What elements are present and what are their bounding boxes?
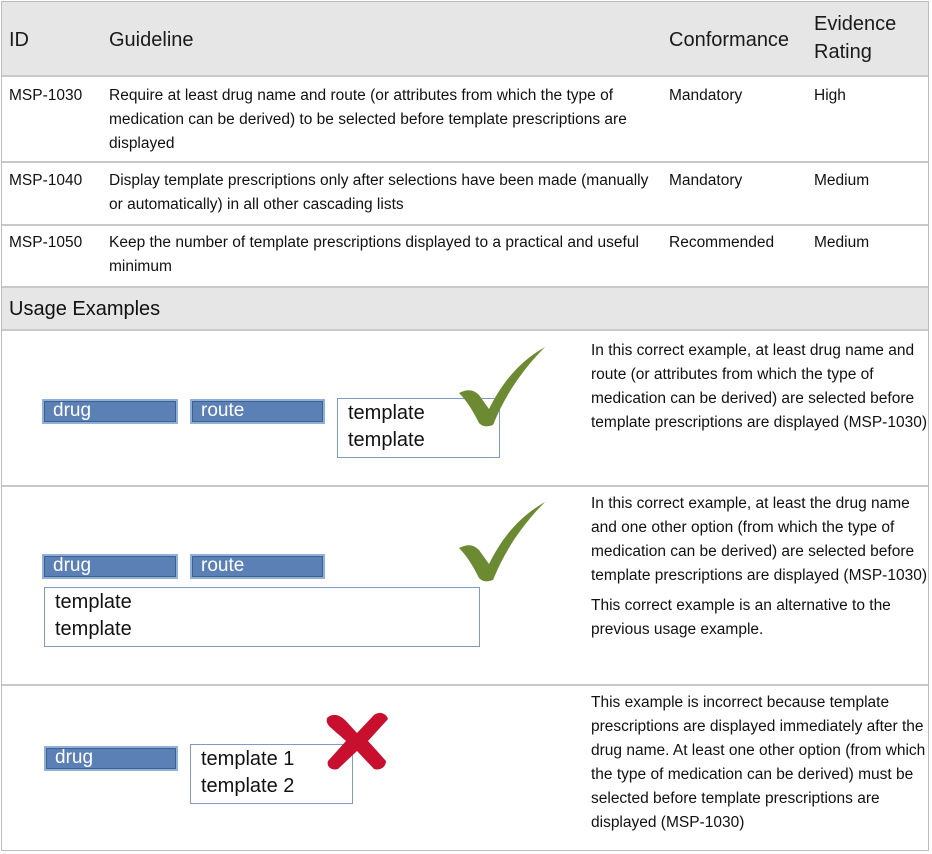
route-field: route — [190, 399, 325, 424]
table-row — [2, 77, 928, 163]
header-guideline: Guideline — [109, 29, 194, 51]
list-item: template 2 — [201, 775, 295, 797]
list-item: template — [348, 402, 425, 424]
table-row — [2, 163, 928, 226]
guideline-table — [1, 1, 929, 851]
row-id: MSP-1050 — [9, 234, 83, 251]
row-id: MSP-1040 — [9, 172, 83, 189]
table-header — [2, 2, 928, 77]
cross-icon — [324, 711, 390, 771]
row-conformance: Mandatory — [669, 172, 743, 189]
list-item: template — [55, 591, 132, 613]
drug-field: drug — [42, 399, 178, 424]
row-guideline: Require at least drug name and route (or attributes from which the type of medication can be derived) to be selected before template prescriptions are displayed — [109, 87, 627, 152]
template-list — [44, 587, 480, 647]
route-field: route — [190, 554, 325, 579]
header-conformance: Conformance — [669, 29, 790, 51]
row-evidence: Medium — [814, 234, 870, 251]
header-id: ID — [9, 29, 29, 51]
example-description — [591, 339, 927, 435]
usage-example — [2, 686, 928, 850]
drug-field: drug — [44, 746, 178, 771]
list-item: template 1 — [201, 748, 295, 770]
usage-examples-title: Usage Examples — [9, 298, 161, 320]
row-conformance: Recommended — [669, 234, 775, 251]
list-item: template — [55, 618, 132, 640]
row-guideline: Display template prescriptions only after selections have been made (manually or automatically) in all other cascading lists — [109, 172, 649, 213]
usage-example — [2, 331, 928, 487]
table-row — [2, 226, 928, 288]
row-guideline: Keep the number of template prescriptions displayed to a practical and useful minimum — [109, 234, 639, 275]
check-icon — [457, 345, 547, 429]
row-id: MSP-1030 — [9, 87, 83, 104]
example-paragraph: In this correct example, at least the drug name and one other option (from which the type of medication can be derived) are selected before template prescriptions are displayed (MSP-1030) — [591, 495, 927, 584]
example-paragraph: This correct example is an alternative to the previous usage example. — [591, 597, 891, 638]
row-conformance: Mandatory — [669, 87, 743, 104]
header-evidence-line1: Evidence — [814, 13, 897, 35]
usage-example — [2, 487, 928, 686]
example-description — [591, 691, 927, 835]
check-icon — [457, 500, 547, 584]
example-description — [591, 492, 927, 642]
row-evidence: Medium — [814, 172, 870, 189]
usage-examples-header — [2, 288, 928, 331]
list-item: template — [348, 429, 425, 451]
header-evidence-line2: Rating — [814, 41, 872, 63]
example-paragraph: This example is incorrect because template prescriptions are displayed immediately after the drug name. At least one other option (from which the type of medication can be derived) must be selected before template prescriptions are displayed (MSP-1030) — [591, 694, 926, 831]
example-paragraph: In this correct example, at least drug name and route (or attributes from which the type of medication can be derived) are selected before template prescriptions are displayed (MSP-1030) — [591, 342, 927, 431]
header-evidence-rating — [814, 10, 924, 66]
drug-field: drug — [42, 554, 178, 579]
row-evidence: High — [814, 87, 846, 104]
